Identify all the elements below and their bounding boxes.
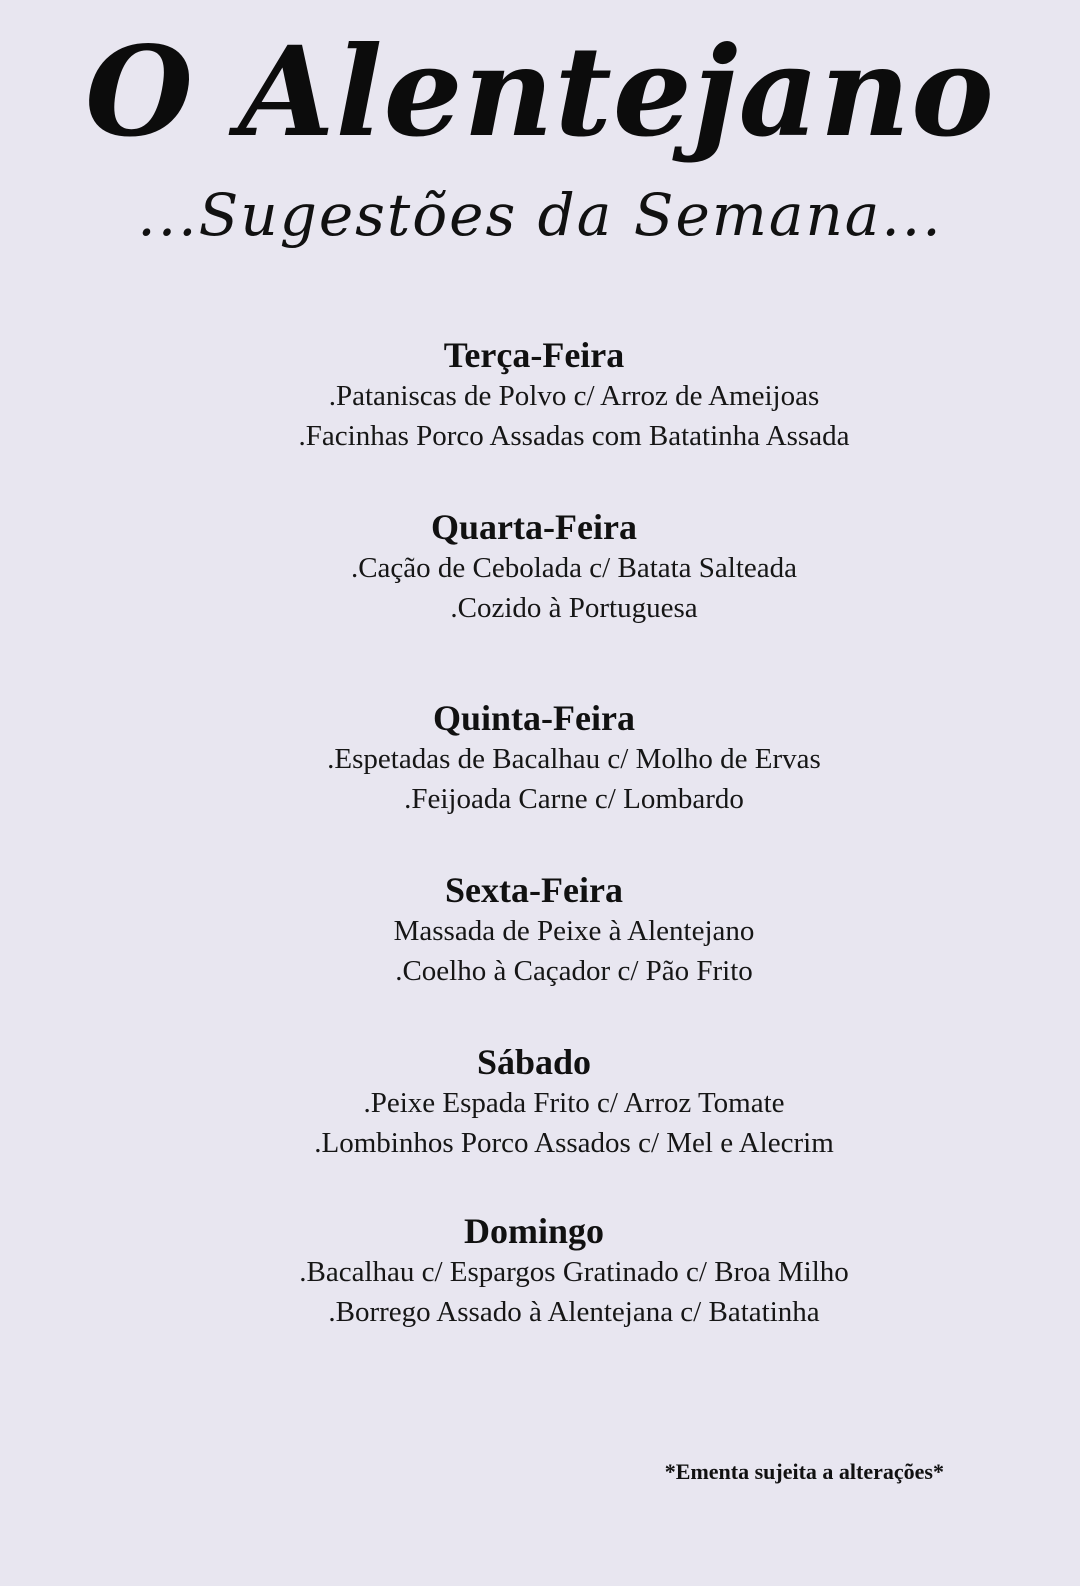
page-subtitle: ...Sugestões da Semana... bbox=[137, 181, 943, 249]
dish-item: .Pataniscas de Polvo c/ Arroz de Ameijoas bbox=[328, 380, 820, 412]
dish-item: .Feijoada Carne c/ Lombardo bbox=[404, 783, 744, 815]
day-heading: Terça-Feira bbox=[443, 335, 625, 375]
day-section-sabado bbox=[0, 1041, 1080, 1163]
dish-item: .Cação de Cebolada c/ Batata Salteada bbox=[350, 552, 798, 584]
dish-item: .Coelho à Caçador c/ Pão Frito bbox=[395, 955, 753, 987]
dish-item: .Peixe Espada Frito c/ Arroz Tomate bbox=[363, 1087, 785, 1119]
dish-item: .Bacalhau c/ Espargos Gratinado c/ Broa Milho bbox=[299, 1256, 849, 1288]
day-section-quinta bbox=[0, 697, 1080, 819]
day-section-sexta bbox=[0, 869, 1080, 991]
restaurant-title: O Alentejano bbox=[85, 20, 995, 165]
day-heading: Domingo bbox=[463, 1211, 604, 1251]
day-heading: Quinta-Feira bbox=[433, 698, 635, 738]
day-heading: Quarta-Feira bbox=[431, 507, 637, 547]
day-section-quarta bbox=[0, 506, 1080, 628]
dish-item: .Lombinhos Porco Assados c/ Mel e Alecrim bbox=[314, 1127, 834, 1159]
dish-item: Massada de Peixe à Alentejano bbox=[393, 915, 755, 947]
dish-item: .Espetadas de Bacalhau c/ Molho de Ervas bbox=[327, 743, 821, 775]
day-heading: Sexta-Feira bbox=[445, 870, 623, 910]
day-section-domingo bbox=[0, 1210, 1080, 1332]
dish-item: .Cozido à Portuguesa bbox=[450, 592, 698, 624]
day-section-terca bbox=[0, 334, 1080, 456]
day-heading: Sábado bbox=[476, 1042, 592, 1082]
dish-item: .Borrego Assado à Alentejana c/ Batatinha bbox=[328, 1296, 820, 1328]
menu-disclaimer: *Ementa sujeita a alterações* bbox=[664, 1459, 944, 1484]
dish-item: .Facinhas Porco Assadas com Batatinha Assada bbox=[298, 420, 850, 452]
